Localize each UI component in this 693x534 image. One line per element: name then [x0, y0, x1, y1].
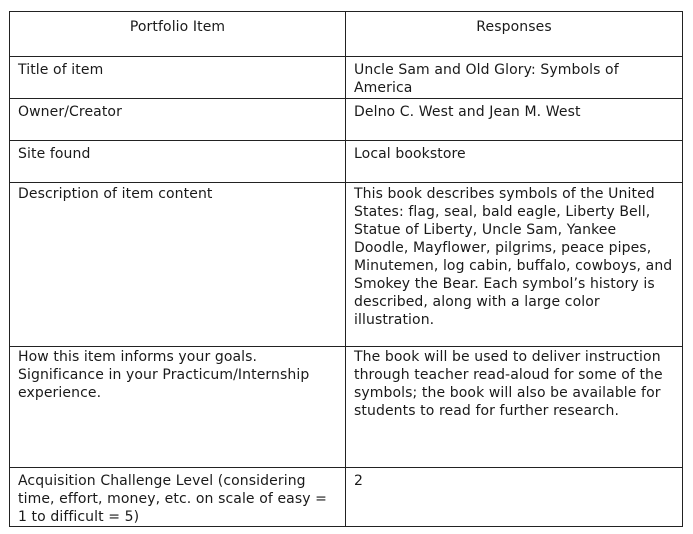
label-cell [10, 99, 346, 141]
row-label-goals: How this item informs your goals. Significance in your Practicum/Internship experience. [18, 349, 310, 401]
table-row-goals [10, 347, 683, 468]
table-row-owner [10, 99, 683, 141]
value-cell [346, 99, 683, 141]
header-cell-portfolio-item [10, 12, 346, 57]
row-value-site: Local bookstore [354, 146, 466, 162]
table-row-challenge-level [10, 468, 683, 527]
value-cell [346, 141, 683, 183]
row-value-title: Uncle Sam and Old Glory: Symbols of America [354, 62, 619, 96]
header-cell-responses [346, 12, 683, 57]
label-cell [10, 141, 346, 183]
row-label-description: Description of item content [18, 186, 213, 202]
row-label-title: Title of item [18, 62, 104, 78]
table-row-site [10, 141, 683, 183]
value-cell [346, 57, 683, 99]
row-value-description: This book describes symbols of the United States: flag, seal, bald eagle, Liberty Bell, Statue of Liberty, Uncle Sam, Yankee Doodle, Mayflower, pilgrims, peace pipes, Minutemen, log cabin, buffalo, cowboys, and Smokey the Bear. Each symbol’s history is described, along with a large color illustration. [354, 186, 673, 328]
row-value-goals: The book will be used to deliver instruction through teacher read-aloud for some of the symbols; the book will also be available for students to read for further research. [354, 349, 663, 419]
header-label-responses: Responses [476, 19, 552, 35]
table-row-title [10, 57, 683, 99]
value-cell [346, 183, 683, 347]
row-label-site: Site found [18, 146, 91, 162]
row-label-owner: Owner/Creator [18, 104, 122, 120]
header-row [10, 12, 683, 57]
label-cell [10, 468, 346, 527]
value-cell [346, 347, 683, 468]
label-cell [10, 57, 346, 99]
row-label-challenge-level: Acquisition Challenge Level (considering time, effort, money, etc. on scale of easy = 1 to difficult = 5) [18, 473, 327, 525]
value-cell [346, 468, 683, 527]
label-cell [10, 183, 346, 347]
row-value-challenge-level: 2 [354, 473, 364, 489]
row-value-owner: Delno C. West and Jean M. West [354, 104, 581, 120]
portfolio-table [9, 11, 683, 527]
label-cell [10, 347, 346, 468]
header-label-portfolio-item: Portfolio Item [129, 19, 226, 35]
table-row-description [10, 183, 683, 347]
